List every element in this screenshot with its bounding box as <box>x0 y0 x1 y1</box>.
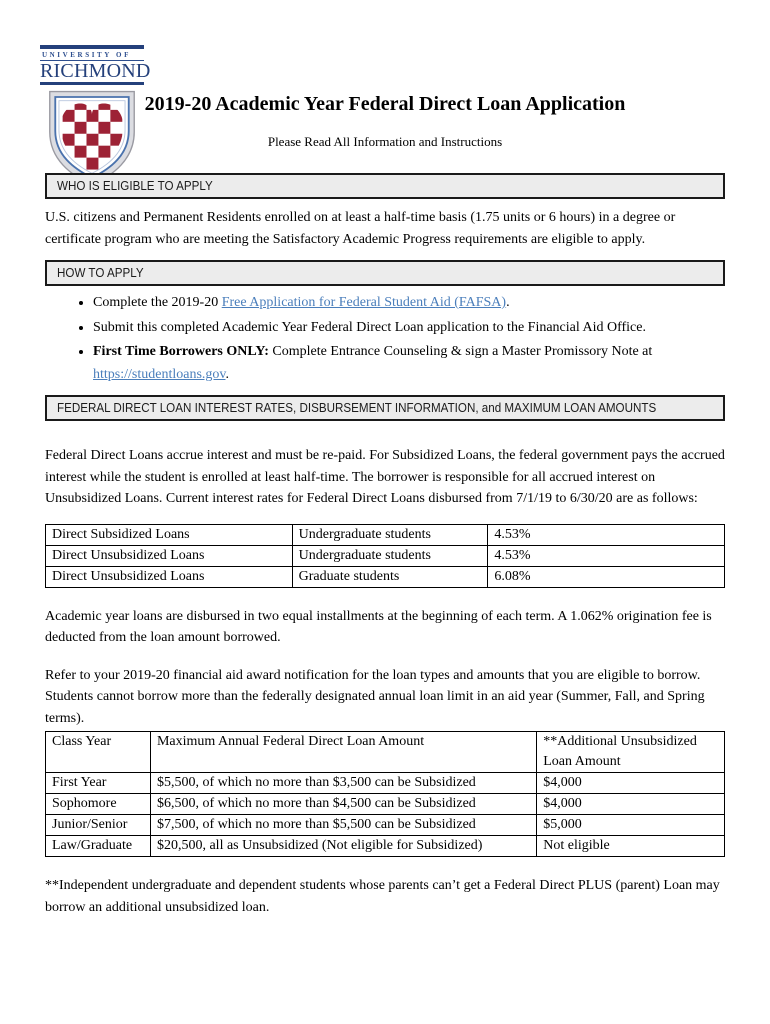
limits-cell: Junior/Senior <box>46 815 151 836</box>
limits-cell: $4,000 <box>537 773 725 794</box>
bullet3-post-text: . <box>225 366 229 382</box>
logo-wordmark: RICHMOND <box>40 60 151 82</box>
logo-top-bar <box>40 45 144 49</box>
loan-limits-table <box>45 731 725 857</box>
logo-tagline: UNIVERSITY OF <box>42 51 131 59</box>
logo-bottom-bar <box>40 82 144 85</box>
limits-cell: $7,500, of which no more than $5,500 can be Subsidized <box>150 815 536 836</box>
limits-cell: Not eligible <box>537 836 725 857</box>
rates-cell: Undergraduate students <box>292 524 488 545</box>
fafsa-link[interactable]: Free Application for Federal Student Aid (FAFSA) <box>221 295 507 310</box>
rates-cell: Undergraduate students <box>292 545 488 566</box>
bullet1-pre-text: Complete the 2019-20 <box>93 295 222 310</box>
limits-header-class-year: Class Year <box>46 732 151 773</box>
rates-cell: Direct Unsubsidized Loans <box>46 566 293 587</box>
limits-header-additional: **Additional Unsubsidized Loan Amount <box>537 732 725 773</box>
limits-header-max-amount: Maximum Annual Federal Direct Loan Amount <box>150 732 536 773</box>
limits-cell: $5,500, of which no more than $3,500 can be Subsidized <box>150 773 536 794</box>
page-title: 2019-20 Academic Year Federal Direct Loan Application <box>144 93 626 115</box>
bullet1-post-text: . <box>506 295 510 310</box>
eligibility-paragraph: U.S. citizens and Permanent Residents enrolled on at least a half-time basis (1.75 units or 6 hours) in a degree or certificate program who are meeting the Satisfactory Academic Progress requirements are eligible to apply. <box>45 210 676 247</box>
section-heading-rates <box>45 395 725 421</box>
table-row <box>46 773 725 794</box>
limits-cell: $4,000 <box>537 794 725 815</box>
interest-rates-table <box>45 524 725 588</box>
section-heading-how-to-apply-label: HOW TO APPLY <box>57 266 144 280</box>
section-heading-eligibility <box>45 173 725 199</box>
table-header-row <box>46 732 725 773</box>
list-item-submit <box>93 317 725 340</box>
rates-cell: Graduate students <box>292 566 488 587</box>
limits-cell: Law/Graduate <box>46 836 151 857</box>
limits-cell: First Year <box>46 773 151 794</box>
limits-cell: Sophomore <box>46 794 151 815</box>
rates-cell: 4.53% <box>488 524 725 545</box>
rates-cell: Direct Unsubsidized Loans <box>46 545 293 566</box>
refer-paragraph: Refer to your 2019-20 financial aid award notification for the loan types and amounts that you are eligible to borrow. Students cannot borrow more than the federally designated annual loan limit in an aid year (Summer, Fall, and Spring terms). <box>45 667 705 726</box>
section-heading-how-to-apply <box>45 260 725 286</box>
document-body <box>45 173 725 918</box>
rates-cell: Direct Subsidized Loans <box>46 524 293 545</box>
university-of-richmond-logo <box>40 45 151 192</box>
limits-cell: $5,000 <box>537 815 725 836</box>
table-row <box>46 815 725 836</box>
bullet2-text: Submit this completed Academic Year Federal Direct Loan application to the Financial Aid Office. <box>93 319 646 335</box>
list-item-fafsa <box>93 292 725 315</box>
studentloans-link[interactable]: https://studentloans.gov <box>93 366 226 382</box>
disbursement-paragraph: Academic year loans are disbursed in two equal installments at the beginning of each term. A 1.062% origination fee is deducted from the loan amount borrowed. <box>45 608 712 645</box>
rates-cell: 6.08% <box>488 566 725 587</box>
limits-cell: $6,500, of which no more than $4,500 can be Subsidized <box>150 794 536 815</box>
table-row <box>46 524 725 545</box>
rates-cell: 4.53% <box>488 545 725 566</box>
limits-cell: $20,500, all as Unsubsidized (Not eligible for Subsidized) <box>150 836 536 857</box>
table-row <box>46 545 725 566</box>
table-row <box>46 566 725 587</box>
page-subtitle: Please Read All Information and Instructions <box>267 134 503 149</box>
table-row <box>46 836 725 857</box>
list-item-first-time <box>93 341 725 386</box>
bullet3-bold-text: First Time Borrowers ONLY: <box>93 344 269 359</box>
plus-loan-footnote: **Independent undergraduate and dependent students whose parents can’t get a Federal Direct PLUS (parent) Loan may borrow an additional unsubsidized loan. <box>45 878 720 915</box>
rates-intro-paragraph: Federal Direct Loans accrue interest and must be re-paid. For Subsidized Loans, the federal government pays the accrued interest while the student is enrolled at least half-time. The borrower is responsible for all accrued interest on Unsubsidized Loans. Current interest rates for Federal Direct Loans disbursed from 7/1/19 to 6/30/20 are as follows: <box>45 448 725 506</box>
section-heading-rates-label: FEDERAL DIRECT LOAN INTEREST RATES, DISBURSEMENT INFORMATION, and MAXIMUM LOAN AMOUNTS <box>57 401 657 415</box>
how-to-apply-list <box>45 292 725 386</box>
bullet3-text: Complete Entrance Counseling & sign a Master Promissory Note at <box>268 344 653 359</box>
section-heading-eligibility-label: WHO IS ELIGIBLE TO APPLY <box>57 179 213 193</box>
table-row <box>46 794 725 815</box>
